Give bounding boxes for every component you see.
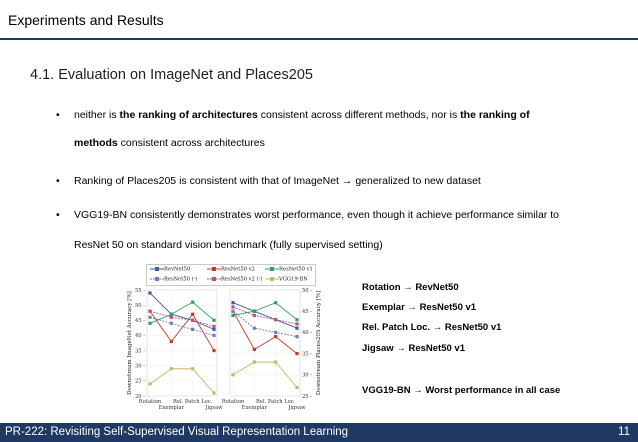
data-point	[295, 322, 298, 325]
y-tick-label: 50 -	[134, 302, 145, 309]
imagenet-plot-svg	[125, 286, 225, 416]
data-point	[148, 316, 151, 319]
data-point	[295, 386, 298, 389]
y-tick-label: 30 -	[302, 372, 313, 379]
y-tick-label: 40 -	[302, 330, 313, 337]
data-point	[231, 305, 234, 308]
data-point	[191, 313, 194, 316]
bullet-marker: •	[56, 209, 60, 221]
finding-method: VGG19-BN	[362, 385, 411, 396]
data-point	[148, 310, 151, 313]
page-number: 11	[618, 426, 630, 438]
data-point	[191, 367, 194, 370]
legend-swatch	[207, 266, 221, 272]
data-point	[212, 349, 215, 352]
legend-item	[150, 266, 190, 273]
y-tick-label: 50 -	[302, 287, 313, 294]
data-point	[274, 331, 277, 334]
data-point	[212, 325, 215, 328]
y-tick-label: 25 -	[302, 393, 313, 400]
x-tick-label: Exemplar	[158, 405, 184, 411]
bullet-1-continuation	[74, 137, 265, 149]
header-divider	[0, 38, 638, 40]
bullet-1-text	[74, 108, 530, 122]
bold-run: methods	[74, 137, 118, 149]
legend-item	[207, 276, 262, 283]
finding-result: RevNet50	[415, 282, 459, 293]
bullet-3-text: VGG19-BN consistently demonstrates worst performance, even though it achieve performance similar to	[74, 209, 559, 221]
arrow-icon: →	[396, 343, 406, 354]
data-point	[295, 335, 298, 338]
text-run: Ranking of Places205 is consistent with that of ImageNet	[74, 175, 339, 187]
data-point	[295, 352, 298, 355]
data-point	[212, 334, 215, 337]
legend-item	[265, 266, 313, 273]
data-point	[274, 301, 277, 304]
data-point	[170, 340, 173, 343]
x-tick-label: Jigsaw	[205, 405, 223, 411]
data-point	[170, 316, 173, 319]
y-tick-label: 55 -	[134, 287, 145, 294]
data-point	[253, 314, 256, 317]
finding-result: Worst performance in all case	[425, 385, 561, 396]
bullet-marker: •	[56, 175, 60, 187]
arrow-icon: →	[413, 385, 423, 396]
legend-label: VGG19-BN	[279, 276, 308, 283]
data-point	[212, 319, 215, 322]
header-title: Experiments and Results	[8, 12, 164, 28]
data-point	[253, 327, 256, 330]
data-point	[253, 348, 256, 351]
legend-swatch	[150, 266, 164, 272]
legend-label: ResNet50 v2 (-)	[221, 276, 263, 283]
data-point	[231, 301, 234, 304]
section-title: 4.1. Evaluation on ImageNet and Places205	[30, 67, 313, 83]
legend-swatch	[207, 276, 221, 282]
data-point	[231, 310, 234, 313]
data-point	[231, 314, 234, 317]
legend-swatch	[265, 276, 279, 282]
legend-label: ResNet50 v2	[221, 266, 255, 273]
plot-frame	[147, 290, 217, 396]
data-point	[295, 327, 298, 330]
finding-item	[362, 282, 459, 293]
x-tick-label: Rel. Patch Loc.	[255, 399, 296, 405]
data-point	[170, 313, 173, 316]
legend-swatch	[265, 266, 279, 272]
x-tick-label: Exemplar	[241, 405, 267, 411]
finding-method: Rel. Patch Loc.	[362, 322, 431, 333]
y-tick-label: 30 -	[134, 363, 145, 370]
data-point	[212, 328, 215, 331]
slide-footer	[0, 423, 638, 442]
data-point	[191, 319, 194, 322]
finding-method: Rotation	[362, 282, 401, 293]
y-tick-label: 45 -	[302, 309, 313, 315]
places205-plot	[222, 286, 325, 416]
footer-title: PR-222: Revisiting Self-Supervised Visual Representation Learning	[5, 426, 349, 438]
text-run: consistent across different methods, nor is	[257, 109, 461, 121]
arrow-icon: →	[432, 322, 443, 333]
x-tick-label: Rel. Patch Loc.	[172, 399, 213, 405]
x-tick-label: Rotation	[138, 399, 162, 405]
arrow-icon: →	[341, 175, 353, 187]
imagenet-plot	[125, 286, 225, 416]
finding-result: ResNet50 v1	[419, 302, 477, 313]
y-tick-label: 35 -	[302, 351, 313, 358]
y-axis-label: Downstream ImageNet Accuracy [%]	[127, 291, 133, 395]
data-point	[170, 322, 173, 325]
legend-label: ResNet50 v1	[279, 266, 313, 273]
finding-item	[362, 302, 476, 313]
finding-item	[362, 343, 465, 354]
places205-plot-svg	[222, 286, 325, 416]
legend-item	[150, 276, 197, 283]
arrow-icon: →	[407, 302, 417, 313]
finding-item	[362, 322, 501, 333]
y-tick-label: 40 -	[134, 333, 145, 340]
slide-header	[0, 0, 638, 38]
y-tick-label: 20 -	[134, 393, 145, 400]
finding-result: ResNet50 v1	[408, 343, 465, 354]
data-point	[148, 322, 151, 325]
legend-label: ResNet50 (-)	[164, 276, 198, 283]
finding-item	[362, 385, 560, 396]
legend-item	[265, 276, 308, 283]
finding-result: ResNet50 v1	[444, 322, 502, 333]
text-run: consistent across architectures	[117, 137, 265, 149]
bullet-2-text	[74, 174, 481, 188]
bold-run: the ranking of architectures	[119, 109, 258, 121]
data-point	[231, 373, 234, 376]
finding-method: Exemplar	[362, 302, 405, 313]
y-axis-label: Downstream Places205 Accuracy [%]	[316, 290, 322, 396]
text-run: generalized to new dataset	[352, 175, 481, 187]
legend-label: RevNet50	[164, 266, 191, 273]
legend-swatch	[150, 276, 164, 282]
data-point	[170, 367, 173, 370]
data-point	[212, 391, 215, 394]
data-point	[253, 310, 256, 313]
finding-method: Jigsaw	[362, 343, 394, 354]
bullet-marker: •	[56, 109, 60, 121]
accuracy-figure	[125, 262, 325, 417]
data-point	[274, 335, 277, 338]
data-point	[148, 291, 151, 294]
legend-item	[207, 266, 255, 273]
data-point	[274, 318, 277, 321]
y-tick-label: 25 -	[134, 378, 145, 385]
text-run: neither is	[74, 109, 120, 121]
y-tick-label: 45 -	[134, 318, 145, 325]
x-tick-label: Rotation	[222, 399, 245, 405]
arrow-icon: →	[403, 282, 413, 293]
data-point	[191, 328, 194, 331]
bullet-3-continuation: ResNet 50 on standard vision benchmark (fully supervised setting)	[74, 239, 383, 251]
data-point	[148, 382, 151, 385]
y-tick-label: 35 -	[134, 348, 145, 355]
data-point	[295, 318, 298, 321]
bold-run: the ranking of	[460, 109, 530, 121]
data-point	[253, 360, 256, 363]
data-point	[191, 301, 194, 304]
data-point	[274, 360, 277, 363]
x-tick-label: Jigsaw	[288, 405, 306, 411]
chart-legend	[146, 264, 316, 286]
